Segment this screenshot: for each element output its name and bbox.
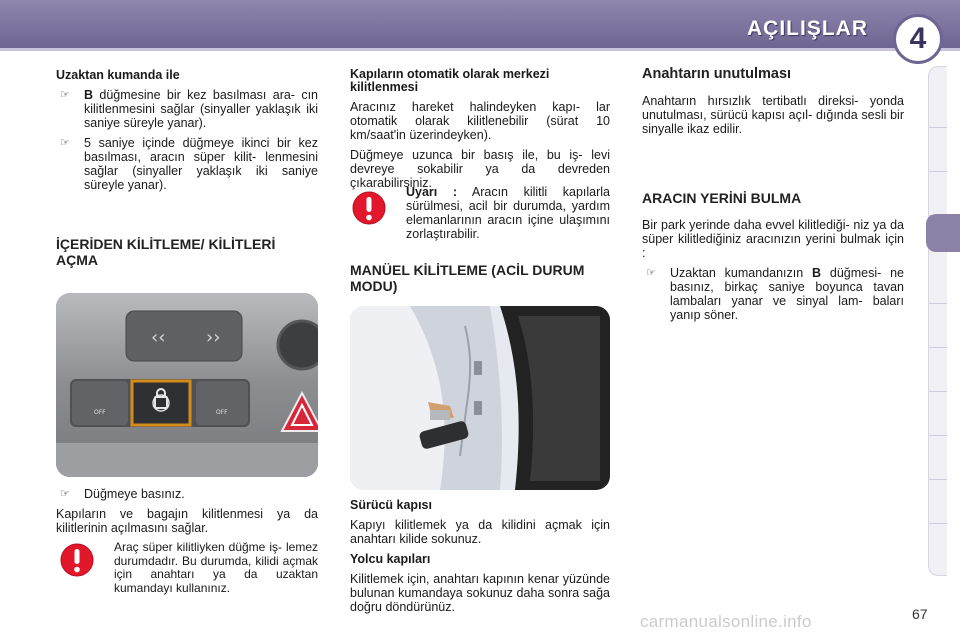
svg-text:OFF: OFF [216,409,228,416]
header-divider [0,48,960,51]
column-left-lower [56,487,318,541]
column-left [56,68,318,198]
pointing-hand-icon: ☞ [60,137,70,149]
paragraph: Aracınız hareket halindeyken kapı- lar otomatik olarak kilitlenebilir (sürat 10 km/saat'in üzerindeyken). [350,100,610,142]
paragraph: Kapıların ve bagajın kilitlenmesi ya da kilitlerinin açılmasını sağlar. [56,507,318,535]
auto-lock-heading: Kapıların otomatik olarak merkezi kilitlenmesi [350,67,550,94]
svg-text:OFF: OFF [94,409,106,416]
page-number: 67 [912,606,928,622]
remote-heading: Uzaktan kumanda ile [56,68,180,82]
warning-text: Uyarı : Aracın kilitli kapılarla sürülmesi, acil bir durumda, yardım elemanlarının aracın içine ulaşımını zorlaştırabilir. [406,185,610,241]
section-title: İÇERİDEN KİLİTLEME/ KİLİTLERİ AÇMA [56,236,276,268]
pointing-hand-icon: ☞ [646,267,656,279]
passenger-door-heading: Yolcu kapıları [350,552,431,566]
warning-locked-driving [352,185,610,241]
pointing-hand-icon: ☞ [60,89,70,101]
paragraph: Bir park yerinde daha evvel kilitlediği- niz ya da süper kilitlediğiniz aracınızın yerini bulmak için : [642,218,904,260]
section-vehicle-locating [642,190,904,328]
paragraph: Kapıyı kilitlemek ya da kilidini açmak için anahtarı kilide sokunuz. [350,518,610,546]
dashboard-button-photo [56,293,318,477]
section-title: ARACIN YERİNİ BULMA [642,190,802,206]
forgotten-key-heading: Anahtarın unutulması [642,66,792,82]
section-manual-locking [350,262,610,294]
section-interior-locking [56,236,276,268]
list-item: ☞ Düğmeye basınız. [56,487,318,501]
exclamation-warning-icon [60,541,94,579]
paragraph: Anahtarın hırsızlık tertibatlı direksi- yonda unutulması, sürücü kapısı açıl- dığında sesli bir sinyalle ikaz edilir. [642,94,904,136]
warning-text: Araç süper kilitliyken düğme iş- lemez durumdadır. Bu durumda, kilidi açmak için anahtarı ya da uzaktan kumandayı kullanınız. [114,540,318,595]
chapter-number-badge: 4 [893,14,943,64]
column-middle-lower [350,498,610,620]
pointing-hand-icon: ☞ [60,488,70,500]
chapter-title: AÇILIŞLAR [747,17,868,40]
key-b-label: B [812,266,822,280]
active-chapter-tab [926,214,960,252]
list-item: ☞ Uzaktan kumandanızın B düğmesi- ne basınız, birkaç saniye boyunca tavan lambaları yanar ve sinyal lam- baları yanıp söner. [642,266,904,322]
exclamation-warning-icon [352,189,386,227]
column-right [642,66,904,142]
section-title: MANÜEL KİLİTLEME (ACİL DURUM MODU) [350,262,585,294]
warning-superlock [60,541,318,595]
svg-text:‹‹: ‹‹ [151,327,166,348]
column-middle [350,68,610,196]
list-item: ☞ 5 saniye içinde düğmeye ikinci bir kez basılması, aracın süper kilit- lenmesini sağlar (sinyaller yaklaşık iki saniye süreyle yanar). [56,136,318,192]
driver-door-heading: Sürücü kapısı [350,498,432,512]
key-b-label: B [84,88,94,102]
list-item: ☞ B düğmesine bir kez basılması ara- cın kilitlenmesini sağlar (sinyaller yaklaşık iki saniye süreyle yanar). [56,88,318,130]
svg-text:››: ›› [206,327,221,348]
paragraph: Kilitlemek için, anahtarı kapının kenar yüzünde bulunan kumandaya sokunuz daha sonra sağa doğru döndürünüz. [350,572,610,614]
door-lock-photo [350,306,610,490]
chapter-side-tabs [928,66,947,576]
paragraph: Düğmeye uzunca bir basış ile, bu iş- levi devreye sokabilir ya da devreden çıkarabilirsiniz. [350,148,610,190]
watermark: carmanualsonline.info [640,612,812,631]
